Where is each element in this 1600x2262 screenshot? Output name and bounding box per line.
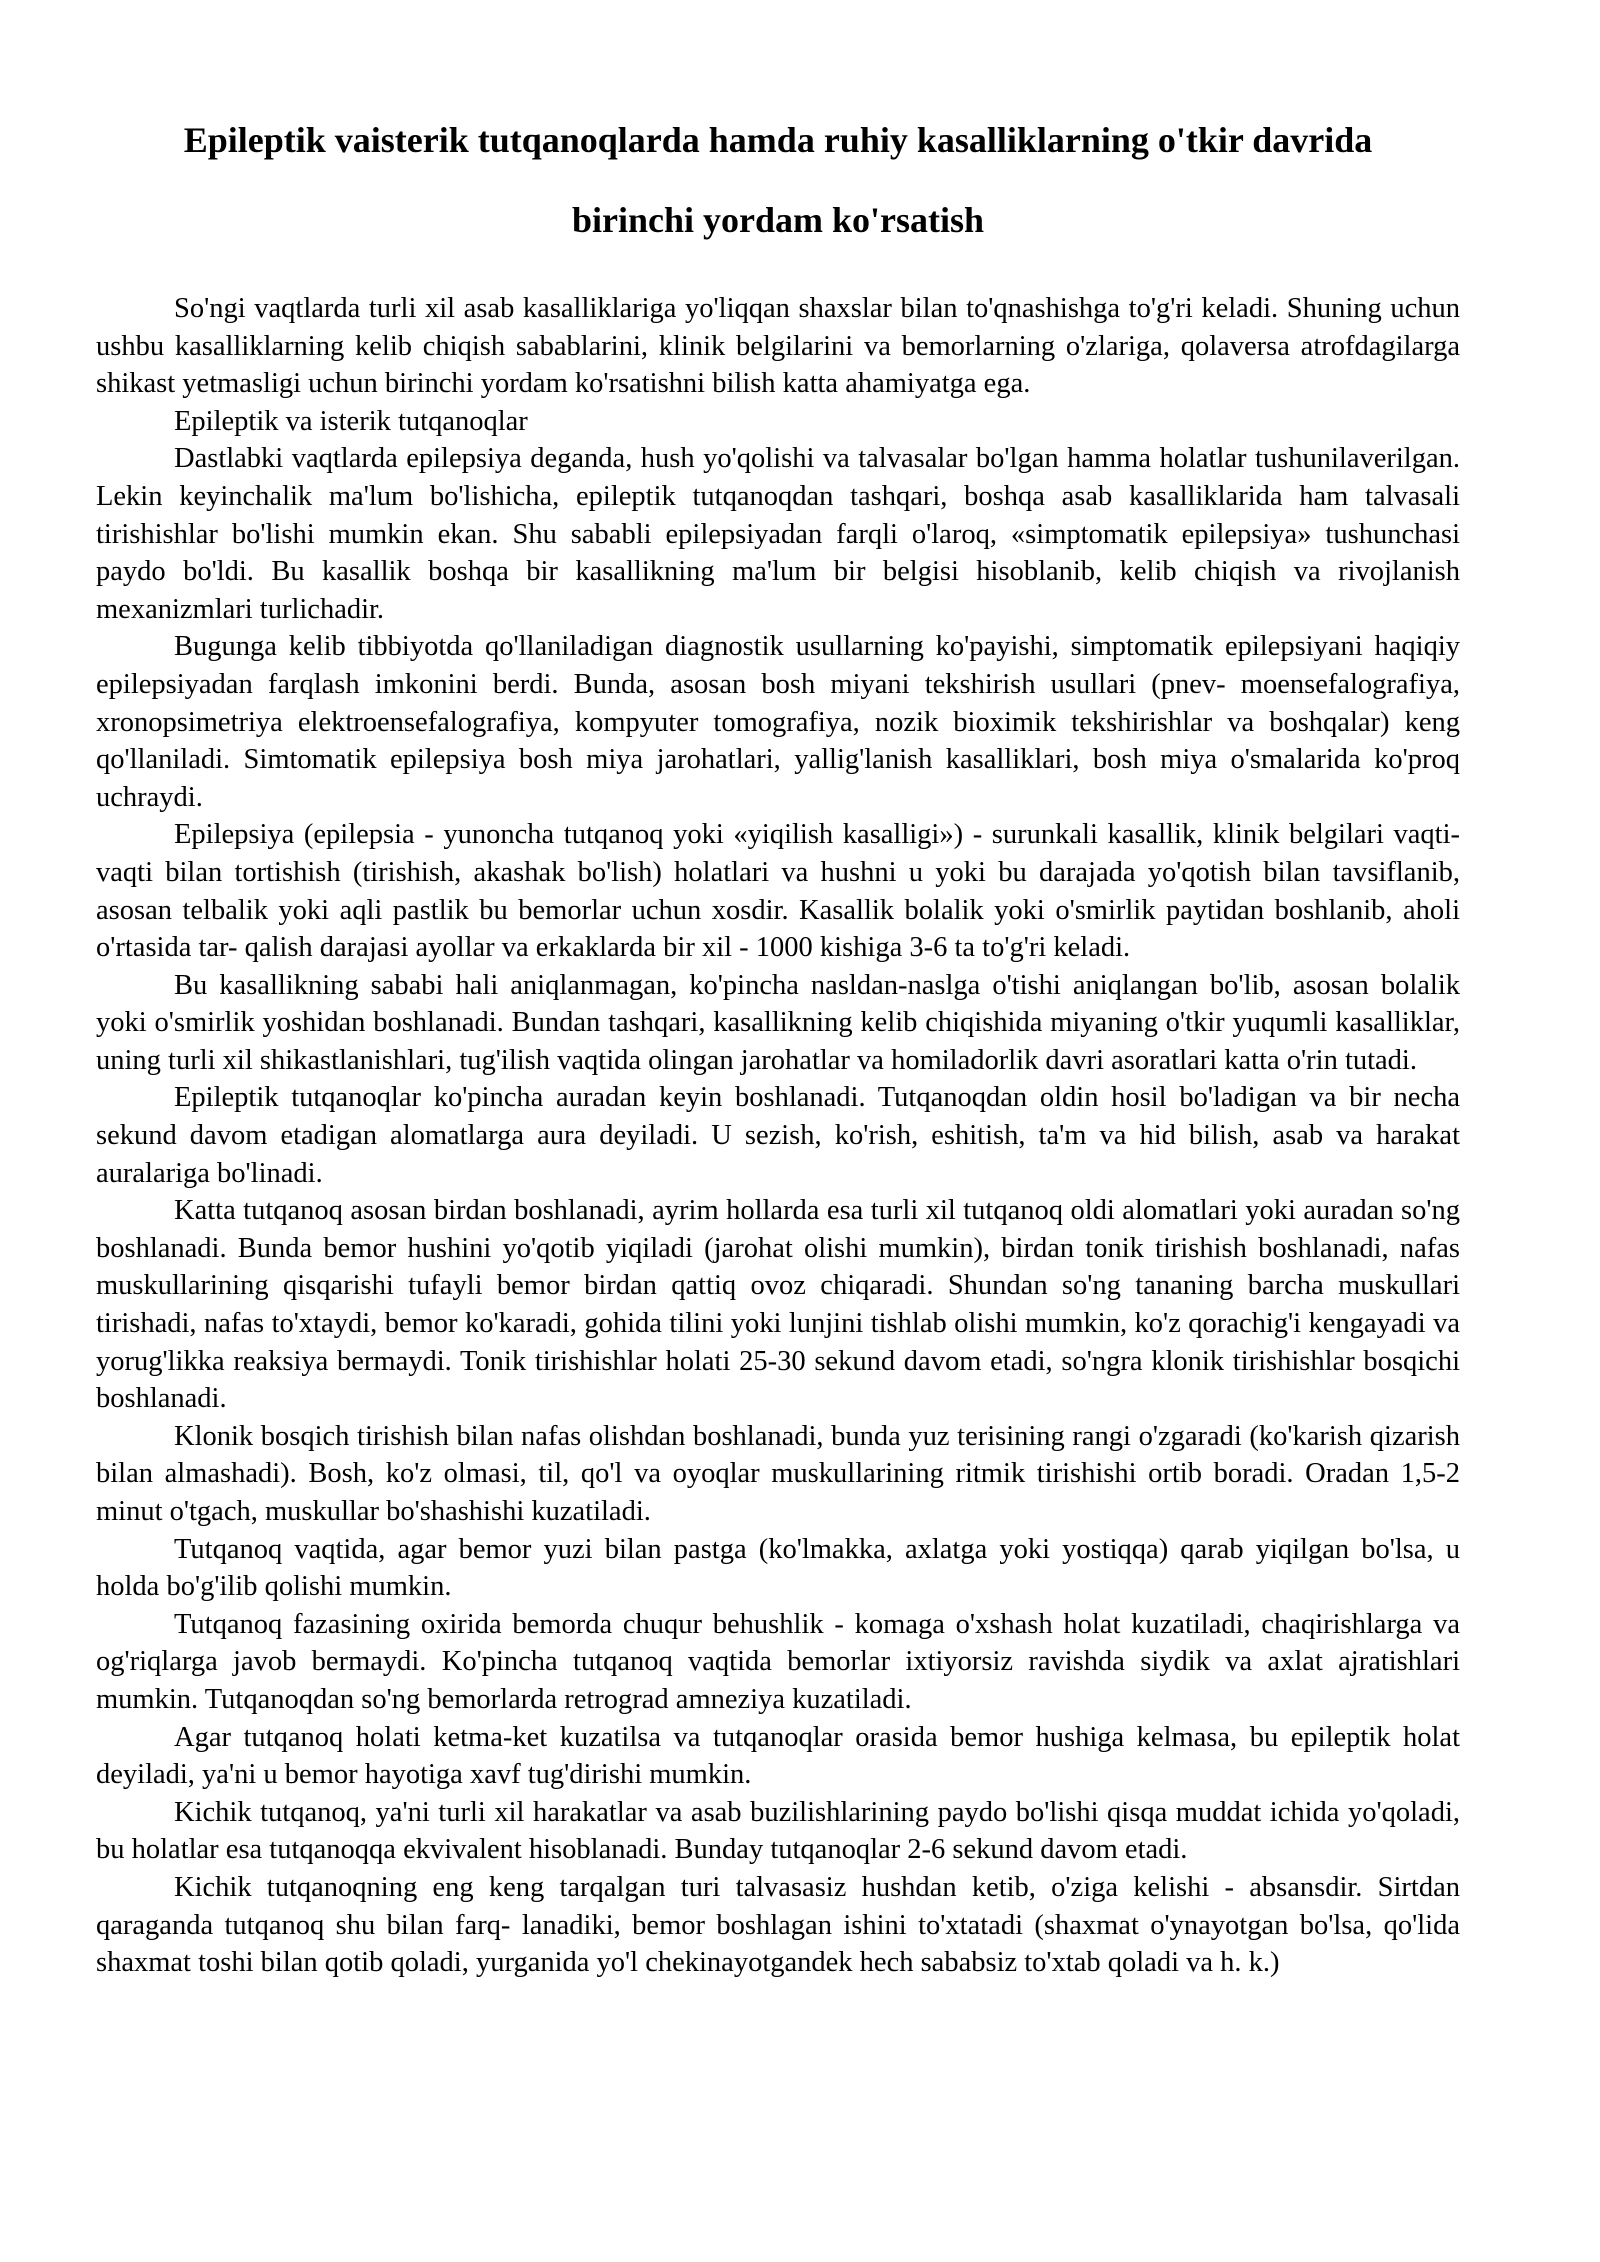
paragraph: So'ngi vaqtlarda turli xil asab kasalliklariga yo'liqqan shaxslar bilan to'qnashishga to'g'ri keladi. Shuning uchun ushbu kasalliklarning kelib chiqish sabablarini, klinik belgilarini va bemorlarning o'zlariga, qolaversa atrofdagilarga shikast yetmasligi uchun birinchi yordam ko'rsatishni bilish katta ahamiyatga ega. [96,293,1460,400]
paragraph: Kichik tutqanoqning eng keng tarqalgan turi talvasasiz hushdan ketib, o'ziga kelishi - absansdir. Sirtdan qaraganda tutqanoq shu bilan farq- lanadiki, bemor boshlagan ishini to'xtatadi (shaxmat o'ynayotgan bo'lsa, qo'lida shaxmat toshi bilan qotib qoladi, yurganida yo'l chekinayotgandek hech sababsiz to'xtab qoladi va h. k.) [96,1871,1460,1979]
paragraph: Dastlabki vaqtlarda epilepsiya deganda, hush yo'qolishi va talvasalar bo'lgan hamma holatlar tushunilaverilgan. Lekin keyinchalik ma'lum bo'lishicha, epileptik tutqanoqdan tashqari, boshqa asab kasalliklarida ham talvasali tirishishlar bo'lishi mumkin ekan. Shu sababli epilepsiyadan farqli o'laroq, «simptomatik epilepsiya» tushunchasi paydo bo'ldi. Bu kasallik boshqa bir kasallikning ma'lum bir belgisi hisoblanib, kelib chiqish va rivojlanish mexanizmlari turlichadir. [96,443,1460,625]
paragraph: Kichik tutqanoq, ya'ni turli xil harakatlar va asab buzilishlarining paydo bo'lishi qisqa muddat ichida yo'qoladi, bu holatlar esa tutqanoqqa ekvivalent hisoblanadi. Bunday tutqanoqlar 2-6 sekund davom etadi. [96,1796,1460,1866]
paragraph: Klonik bosqich tirishish bilan nafas olishdan boshlanadi, bunda yuz terisining rangi o'zgaradi (ko'karish qizarish bilan almashadi). Bosh, ko'z olmasi, til, qo'l va oyoqlar muskullarining ritmik tirishishi ortib boradi. Oradan 1,5-2 minut o'tgach, muskullar bo'shashishi kuzatiladi. [96,1420,1460,1527]
paragraph: Bugunga kelib tibbiyotda qo'llaniladigan diagnostik usullarning ko'payishi, simptomatik epilepsiyani haqiqiy epilepsiyadan farqlash imkonini berdi. Bunda, asosan bosh miyani tekshirish usullari (pnev- moensefalografiya, xronopsimetriya elektroensefalografiya, kompyuter tomografiya, nozik bioximik tekshirishlar va boshqalar) keng qo'llaniladi. Simtomatik epilepsiya bosh miya jarohatlari, yallig'lanish kasalliklari, bosh miya o'smalarida ko'proq uchraydi. [96,631,1460,813]
document-page [96,100,1460,1982]
paragraph: Epileptik tutqanoqlar ko'pincha auradan keyin boshlanadi. Tutqanoqdan oldin hosil bo'ladigan va bir necha sekund davom etadigan alomatlarga aura deyiladi. U sezish, ko'rish, eshitish, ta'm va hid bilish, asab va harakat auralariga bo'linadi. [96,1082,1460,1189]
paragraph: Tutqanoq vaqtida, agar bemor yuzi bilan pastga (ko'lmakka, axlatga yoki yostiqqa) qarab yiqilgan bo'lsa, u holda bo'g'ilib qolishi mumkin. [96,1533,1460,1603]
paragraph: Agar tutqanoq holati ketma-ket kuzatilsa va tutqanoqlar orasida bemor hushiga kelmasa, bu epileptik holat deyiladi, ya'ni u bemor hayotiga xavf tug'dirishi mumkin. [96,1721,1460,1791]
section-heading: Epileptik va isterik tutqanoqlar [174,405,528,437]
paragraph: Bu kasallikning sababi hali aniqlanmagan, ko'pincha nasldan-naslga o'tishi aniqlangan bo'lib, asosan bolalik yoki o'smirlik yoshidan boshlanadi. Bundan tashqari, kasallikning kelib chiqishida miyaning o'tkir yuqumli kasalliklar, uning turli xil shikastlanishlari, tug'ilish vaqtida olingan jarohatlar va homiladorlik davri asoratlari katta o'rin tutadi. [96,969,1460,1076]
document-title [96,100,1460,260]
title-line-2: birinchi yordam ko'rsatish [571,200,985,240]
title-line-1: Epileptik vaisterik tutqanoqlarda hamda ruhiy kasalliklarning o'tkir davrida [183,120,1373,160]
paragraph: Epilepsiya (epilepsia - yunoncha tutqanoq yoki «yiqilish kasalligi») - surunkali kasallik, klinik belgilari vaqti-vaqti bilan tortishish (tirishish, akashak bo'lish) holatlari va hushni u yoki bu darajada yo'qotish bilan tavsiflanib, asosan telbalik yoki aqli pastlik bu bemorlar uchun xosdir. Kasallik bolalik yoki o'smirlik paytidan boshlanib, aholi o'rtasida tar- qalish darajasi ayollar va erkaklarda bir xil - 1000 kishiga 3-6 ta to'g'ri keladi. [96,819,1460,964]
paragraph: Tutqanoq fazasining oxirida bemorda chuqur behushlik - komaga o'xshash holat kuzatiladi, chaqirishlarga va og'riqlarga javob bermaydi. Ko'pincha tutqanoq vaqtida bemorlar ixtiyorsiz ravishda siydik va axlat ajratishlari mumkin. Tutqanoqdan so'ng bemorlarda retrograd amneziya kuzatiladi. [96,1608,1460,1715]
document-body [96,290,1460,1982]
paragraph: Katta tutqanoq asosan birdan boshlanadi, ayrim hollarda esa turli xil tutqanoq oldi alomatlari yoki auradan so'ng boshlanadi. Bunda bemor hushini yo'qotib yiqiladi (jarohat olishi mumkin), birdan tonik tirishish boshlanadi, nafas muskullarining qisqarishi tufayli bemor birdan qattiq ovoz chiqaradi. Shundan so'ng tananing barcha muskullari tirishadi, nafas to'xtaydi, bemor ko'karadi, gohida tilini yoki lunjini tishlab olishi mumkin, ko'z qorachig'i kengayadi va yorug'likka reaksiya bermaydi. Tonik tirishishlar holati 25-30 sekund davom etadi, so'ngra klonik tirishishlar bosqichi boshlanadi. [96,1195,1460,1415]
